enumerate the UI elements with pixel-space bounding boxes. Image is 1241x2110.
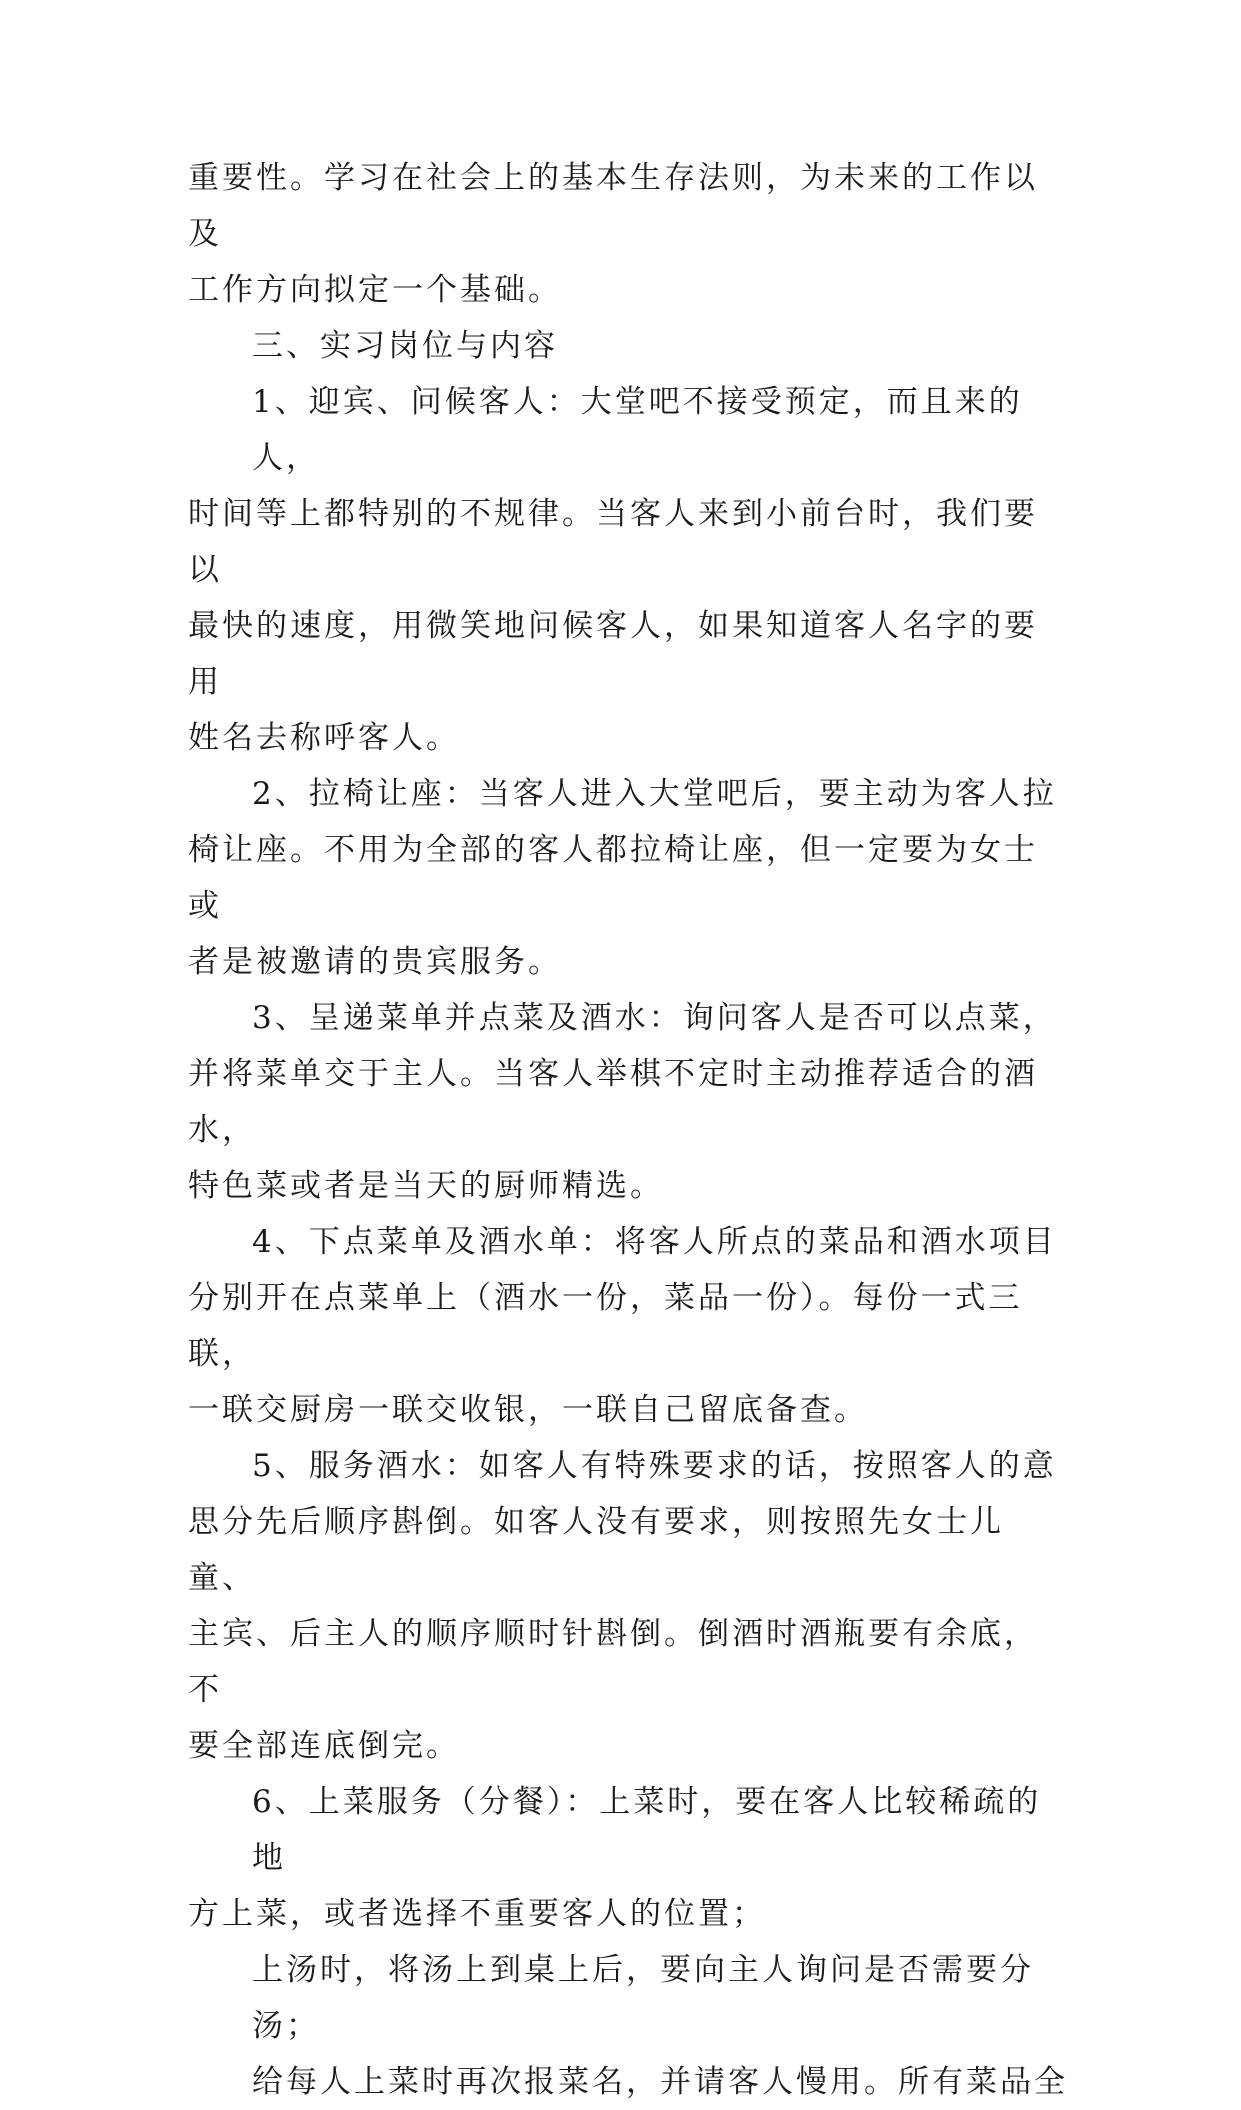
text-line: 6、上菜服务（分餐）：上菜时，要在客人比较稀疏的地 — [252, 1784, 1042, 1876]
text-line: 特色菜或者是当天的厨师精选。 — [188, 1168, 664, 1204]
text-line: 工作方向拟定一个基础。 — [188, 272, 562, 308]
text-line: 一联交厨房一联交收银，一联自己留底备查。 — [188, 1392, 868, 1428]
text-line: 重要性。学习在社会上的基本生存法则，为未来的工作以及 — [188, 160, 1038, 252]
text-line: 给每人上菜时再次报菜名，并请客人慢用。所有菜品全 — [252, 2064, 1068, 2100]
text-line: 上汤时，将汤上到桌上后，要向主人询问是否需要分汤； — [252, 1952, 1034, 2044]
text-line: 5、服务酒水：如客人有特殊要求的话，按照客人的意 — [252, 1448, 1057, 1484]
text-line: 者是被邀请的贵宾服务。 — [188, 944, 562, 980]
text-line: 3、呈递菜单并点菜及酒水：询问客人是否可以点菜， — [252, 1000, 1057, 1036]
section-heading: 三、实习岗位与内容 — [252, 328, 558, 364]
text-line: 椅让座。不用为全部的客人都拉椅让座，但一定要为女士或 — [188, 832, 1038, 924]
text-line: 1、迎宾、问候客人：大堂吧不接受预定，而且来的人， — [252, 384, 1023, 476]
text-line: 4、下点菜单及酒水单：将客人所点的菜品和酒水项目 — [252, 1224, 1057, 1260]
text-line: 要全部连底倒完。 — [188, 1728, 460, 1764]
text-line: 分别开在点菜单上（酒水一份，菜品一份）。每份一式三联， — [188, 1280, 1023, 1372]
text-line: 并将菜单交于主人。当客人举棋不定时主动推荐适合的酒水， — [188, 1056, 1038, 1148]
text-line: 姓名去称呼客人。 — [188, 720, 460, 756]
text-line: 时间等上都特别的不规律。当客人来到小前台时，我们要以 — [188, 496, 1038, 588]
text-line: 最快的速度，用微笑地问候客人，如果知道客人名字的要用 — [188, 608, 1038, 700]
text-line: 主宾、后主人的顺序顺时针斟倒。倒酒时酒瓶要有余底，不 — [188, 1616, 1038, 1708]
text-line: 方上菜，或者选择不重要客人的位置； — [188, 1896, 766, 1932]
text-line: 2、拉椅让座：当客人进入大堂吧后，要主动为客人拉 — [252, 776, 1057, 812]
text-line: 思分先后顺序斟倒。如客人没有要求，则按照先女士儿童、 — [188, 1504, 1004, 1596]
document-body — [188, 150, 1068, 2110]
